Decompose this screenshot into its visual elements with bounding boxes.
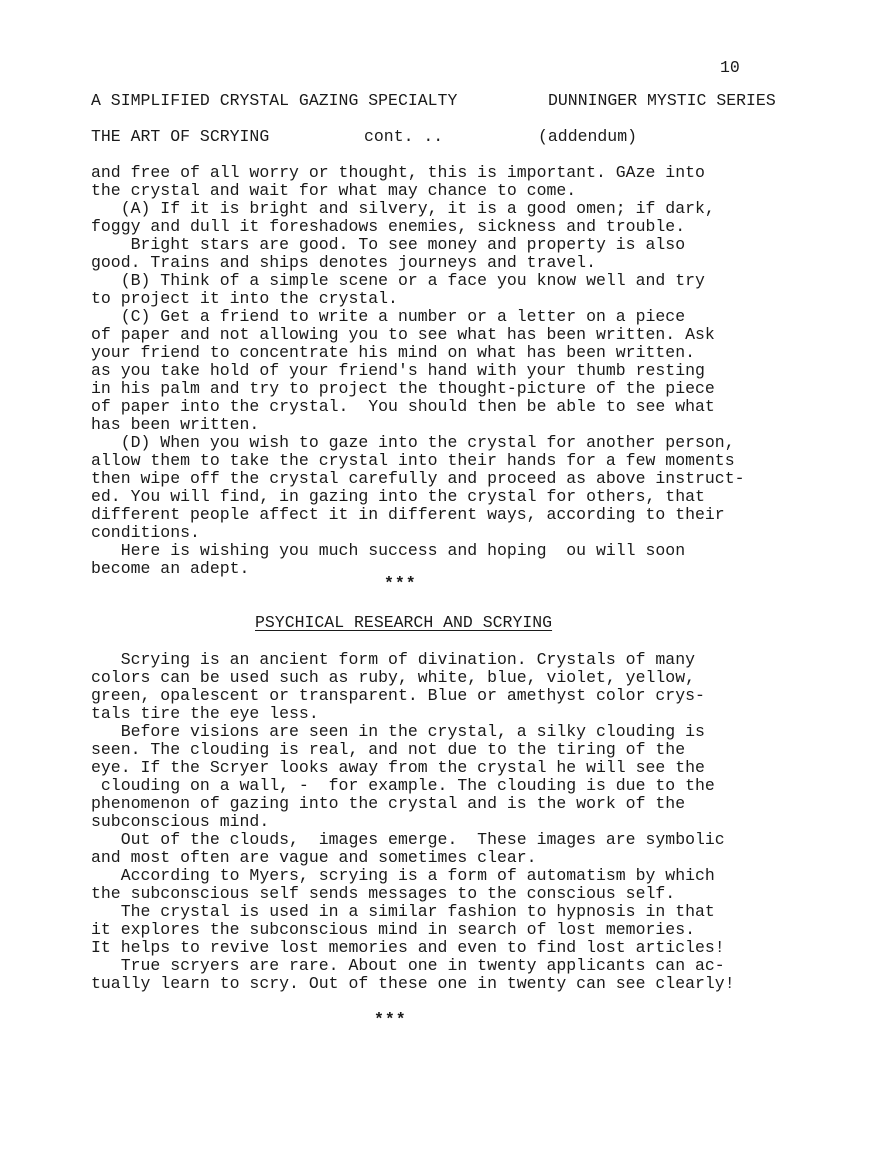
text-line: (A) If it is bright and silvery, it is a good omen; if dark, [91, 199, 715, 218]
header-right: DUNNINGER MYSTIC SERIES [548, 91, 776, 110]
text-line: phenomenon of gazing into the crystal and is the work of the [91, 794, 686, 813]
text-line: According to Myers, scrying is a form of automatism by which [91, 866, 715, 885]
text-line: become an adept. [91, 559, 250, 578]
divider-stars: *** [374, 1010, 407, 1029]
text-line: (B) Think of a simple scene or a face you know well and try [91, 271, 705, 290]
text-line: allow them to take the crystal into their hands for a few moments [91, 451, 735, 470]
text-line: in his palm and try to project the thought-picture of the piece [91, 379, 715, 398]
text-line: the subconscious self sends messages to the conscious self. [91, 884, 676, 903]
section-title: PSYCHICAL RESEARCH AND SCRYING [255, 613, 553, 632]
text-line: ed. You will find, in gazing into the crystal for others, that [91, 487, 705, 506]
text-line: It helps to revive lost memories and even to find lost articles! [91, 938, 725, 957]
text-line: and free of all worry or thought, this is important. GAze into [91, 163, 705, 182]
subheader-cont: cont. .. [364, 127, 444, 146]
text-line: tals tire the eye less. [91, 704, 319, 723]
header-left: A SIMPLIFIED CRYSTAL GAZING SPECIALTY [91, 91, 458, 110]
text-line: Before visions are seen in the crystal, a silky clouding is [91, 722, 705, 741]
text-line: conditions. [91, 523, 200, 542]
text-line: (D) When you wish to gaze into the crystal for another person, [91, 433, 735, 452]
text-line: the crystal and wait for what may chance to come. [91, 181, 577, 200]
divider-stars: *** [384, 574, 417, 593]
text-line: foggy and dull it foreshadows enemies, sickness and trouble. [91, 217, 686, 236]
text-line: good. Trains and ships denotes journeys and travel. [91, 253, 596, 272]
text-line: clouding on a wall, - for example. The clouding is due to the [91, 776, 715, 795]
text-line: eye. If the Scryer looks away from the crystal he will see the [91, 758, 705, 777]
text-line: seen. The clouding is real, and not due to the tiring of the [91, 740, 686, 759]
text-line: then wipe off the crystal carefully and proceed as above instruct- [91, 469, 745, 488]
text-line: Out of the clouds, images emerge. These images are symbolic [91, 830, 725, 849]
text-line: has been written. [91, 415, 260, 434]
text-line: Bright stars are good. To see money and property is also [91, 235, 686, 254]
text-line: it explores the subconscious mind in search of lost memories. [91, 920, 695, 939]
text-line: True scryers are rare. About one in twenty applicants can ac- [91, 956, 725, 975]
text-line: different people affect it in different ways, according to their [91, 505, 725, 524]
text-line: and most often are vague and sometimes clear. [91, 848, 537, 867]
subheader-title: THE ART OF SCRYING [91, 127, 270, 146]
subheader-addendum: (addendum) [538, 127, 638, 146]
text-line: to project it into the crystal. [91, 289, 398, 308]
text-line: The crystal is used in a similar fashion to hypnosis in that [91, 902, 715, 921]
text-line: (C) Get a friend to write a number or a letter on a piece [91, 307, 686, 326]
text-line: as you take hold of your friend's hand with your thumb resting [91, 361, 705, 380]
text-line: of paper into the crystal. You should then be able to see what [91, 397, 715, 416]
text-line: subconscious mind. [91, 812, 270, 831]
text-line: green, opalescent or transparent. Blue or amethyst color crys- [91, 686, 705, 705]
text-line: Scrying is an ancient form of divination. Crystals of many [91, 650, 695, 669]
page-number: 10 [720, 58, 740, 77]
text-line: of paper and not allowing you to see what has been written. Ask [91, 325, 715, 344]
text-line: tually learn to scry. Out of these one in twenty can see clearly! [91, 974, 735, 993]
text-line: colors can be used such as ruby, white, blue, violet, yellow, [91, 668, 695, 687]
text-line: Here is wishing you much success and hoping ou will soon [91, 541, 686, 560]
text-line: your friend to concentrate his mind on what has been written. [91, 343, 695, 362]
